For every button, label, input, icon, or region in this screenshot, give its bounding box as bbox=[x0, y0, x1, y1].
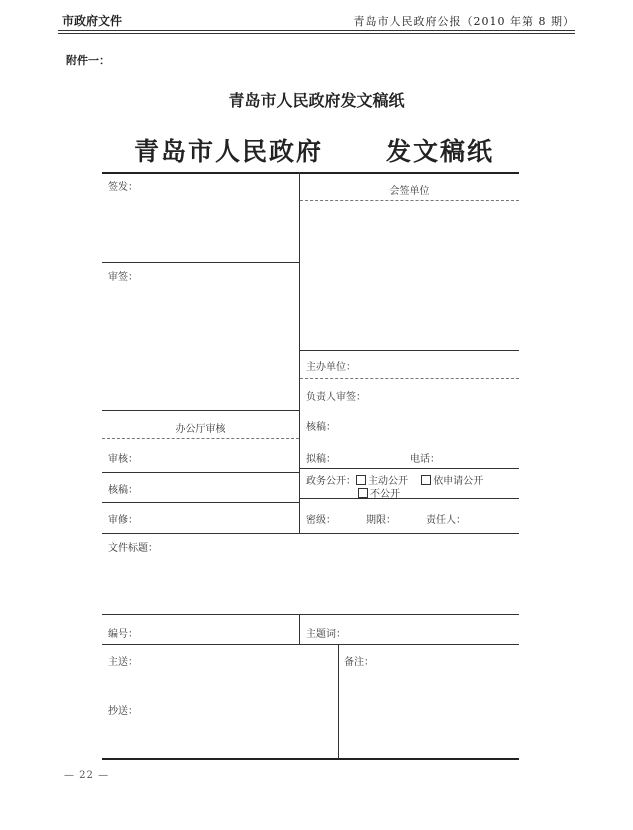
line-shenqian bbox=[102, 410, 299, 411]
header-right: 青岛市人民政府公报（2010 年第 8 期） bbox=[353, 15, 575, 28]
form-top-rule bbox=[102, 172, 519, 174]
label-shenqian: 审签： bbox=[108, 272, 138, 283]
label-huiqian: 会签单位 bbox=[389, 186, 430, 197]
line-title bbox=[102, 614, 519, 615]
label-wenjian-biaoti: 文件标题： bbox=[108, 543, 158, 554]
line-nigao bbox=[300, 468, 519, 469]
label-shenhe: 审核： bbox=[108, 454, 138, 465]
header-rule bbox=[58, 30, 575, 31]
checkbox-yishenqing[interactable] bbox=[421, 475, 431, 485]
line-shenxiu bbox=[102, 533, 519, 534]
label-zhusong: 主送： bbox=[108, 657, 138, 668]
label-zhengwu: 政务公开： bbox=[306, 476, 356, 487]
label-bianhao: 编号： bbox=[108, 629, 138, 640]
checkbox-bugongkai[interactable] bbox=[358, 488, 368, 498]
line-hegao bbox=[102, 502, 299, 503]
line-zhengwu bbox=[300, 498, 519, 499]
label-shenxiu: 审修： bbox=[108, 515, 138, 526]
divider-bianhao bbox=[299, 614, 300, 644]
label-nigao: 拟稿： bbox=[306, 454, 336, 465]
draft-form bbox=[102, 172, 519, 760]
label-fuzeren: 负责人审签： bbox=[306, 392, 366, 403]
zhengwu-row-2 bbox=[358, 485, 400, 500]
label-hegao-right: 核稿： bbox=[306, 422, 336, 433]
label-hegao-left: 核稿： bbox=[108, 485, 138, 496]
line-qianfa bbox=[102, 262, 299, 263]
page-number: — 22 — bbox=[64, 770, 110, 781]
label-dianhua: 电话： bbox=[410, 454, 440, 465]
dash-huiqian bbox=[300, 200, 519, 201]
label-bangongting: 办公厅审核 bbox=[175, 424, 226, 435]
line-huiqian bbox=[300, 350, 519, 351]
form-bottom-rule bbox=[102, 758, 519, 760]
label-beizhu: 备注： bbox=[344, 657, 374, 668]
label-qixian: 期限： bbox=[366, 515, 396, 526]
label-zhudong: 主动公开 bbox=[368, 476, 408, 487]
doc-title: 青岛市人民政府发文稿纸 bbox=[228, 91, 405, 110]
line-shenhe bbox=[102, 472, 299, 473]
label-chaosong: 抄送： bbox=[108, 706, 138, 717]
header-rule-2 bbox=[58, 33, 575, 34]
label-miji: 密级： bbox=[306, 515, 336, 526]
label-zhutici: 主题词： bbox=[306, 629, 346, 640]
line-bianhao bbox=[102, 644, 519, 645]
checkbox-zhudong[interactable] bbox=[356, 475, 366, 485]
dash-bangongting bbox=[102, 438, 299, 439]
label-zhuban: 主办单位： bbox=[306, 362, 356, 373]
dash-zhuban bbox=[300, 378, 519, 379]
label-zerenren: 责任人： bbox=[426, 515, 466, 526]
divider-zhusong bbox=[338, 644, 339, 759]
attachment-label: 附件一： bbox=[66, 54, 110, 67]
label-qianfa: 签发： bbox=[108, 182, 138, 193]
label-yishenqing: 依申请公开 bbox=[433, 476, 484, 487]
big-title-right: 发文稿纸 bbox=[386, 137, 495, 166]
header-left: 市政府文件 bbox=[62, 14, 123, 28]
divider-vertical-upper bbox=[299, 172, 300, 534]
label-bugongkai: 不公开 bbox=[370, 489, 400, 500]
big-title-left: 青岛市人民政府 bbox=[134, 137, 324, 166]
